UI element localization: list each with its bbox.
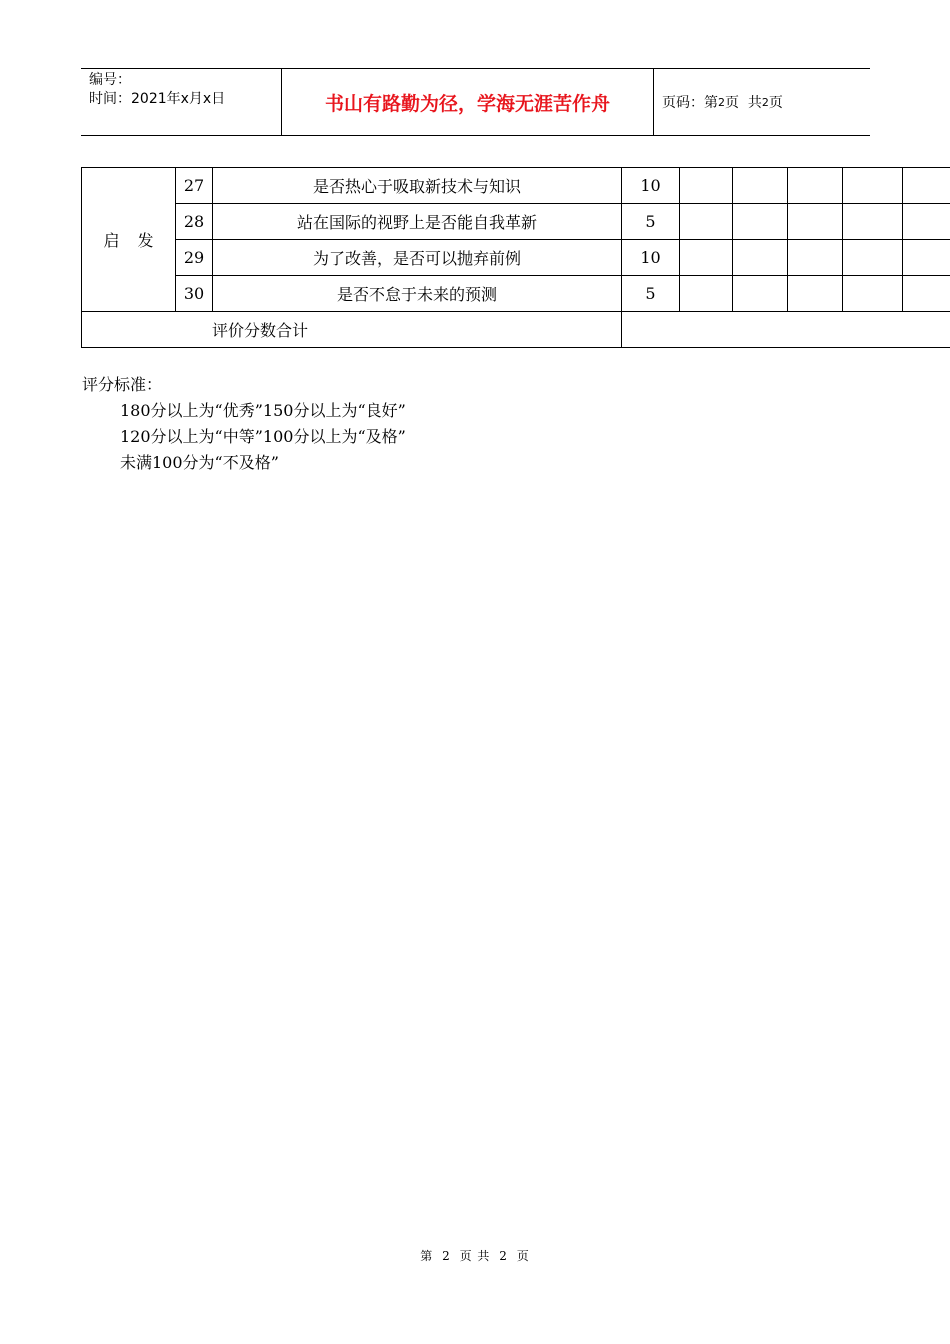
item-number: 30	[176, 276, 213, 312]
rating-cell[interactable]	[788, 168, 843, 204]
rating-cell[interactable]	[903, 204, 950, 240]
footer-suffix: 页	[516, 1249, 530, 1263]
header-meta	[81, 69, 281, 135]
table-row	[82, 240, 950, 276]
table-row	[82, 276, 950, 312]
criteria-line: 未满100分为“不及格”	[120, 453, 279, 472]
table-row	[82, 168, 950, 204]
rating-cell[interactable]	[733, 168, 788, 204]
item-text: 为了改善，是否可以抛弃前例	[213, 240, 622, 276]
criteria-line: 180分以上为“优秀”150分以上为“良好”	[120, 401, 406, 420]
total-row	[82, 312, 950, 348]
rating-cell[interactable]	[843, 276, 903, 312]
total-label: 评价分数合计	[82, 312, 622, 348]
table-row	[82, 204, 950, 240]
rating-cell[interactable]	[843, 168, 903, 204]
item-text: 是否热心于吸取新技术与知识	[213, 168, 622, 204]
page-prefix: 页码：第	[662, 95, 718, 111]
rating-cell[interactable]	[843, 204, 903, 240]
rating-cell[interactable]	[788, 240, 843, 276]
page-mid: 页 共	[725, 95, 762, 111]
total-score-cell[interactable]	[622, 312, 950, 348]
footer-current: 2	[442, 1249, 451, 1263]
rating-cell[interactable]	[680, 204, 733, 240]
rating-cell[interactable]	[733, 204, 788, 240]
rating-cell[interactable]	[843, 240, 903, 276]
footer-prefix: 第	[420, 1249, 434, 1263]
item-text: 是否不怠于未来的预测	[213, 276, 622, 312]
rating-cell[interactable]	[680, 240, 733, 276]
rating-cell[interactable]	[903, 168, 950, 204]
rating-cell[interactable]	[733, 276, 788, 312]
page-current: 2	[718, 95, 725, 109]
criteria-title: 评分标准：	[82, 375, 163, 394]
item-number: 28	[176, 204, 213, 240]
item-score: 10	[622, 240, 680, 276]
item-number: 27	[176, 168, 213, 204]
rating-cell[interactable]	[788, 204, 843, 240]
page-footer	[0, 1247, 950, 1264]
header-page-number	[654, 69, 870, 135]
page-total: 2	[761, 95, 769, 109]
item-score: 5	[622, 276, 680, 312]
criteria-line: 120分以上为“中等”100分以上为“及格”	[120, 427, 406, 446]
footer-total: 2	[499, 1249, 508, 1263]
rating-cell[interactable]	[680, 168, 733, 204]
category-cell: 启发	[82, 168, 176, 312]
footer-mid: 页 共	[459, 1249, 491, 1263]
page-header	[81, 68, 870, 136]
rating-cell[interactable]	[903, 240, 950, 276]
evaluation-table	[81, 167, 950, 348]
scoring-criteria	[82, 372, 406, 476]
header-motto: 书山有路勤为径，学海无涯苦作舟	[281, 69, 654, 135]
rating-cell[interactable]	[680, 276, 733, 312]
item-number: 29	[176, 240, 213, 276]
item-score: 10	[622, 168, 680, 204]
number-label: 编号：	[89, 72, 131, 88]
rating-cell[interactable]	[903, 276, 950, 312]
rating-cell[interactable]	[733, 240, 788, 276]
item-score: 5	[622, 204, 680, 240]
page-suffix: 页	[768, 95, 783, 111]
item-text: 站在国际的视野上是否能自我革新	[213, 204, 622, 240]
rating-cell[interactable]	[788, 276, 843, 312]
time-label: 时间：2021年x月x日	[89, 91, 226, 107]
